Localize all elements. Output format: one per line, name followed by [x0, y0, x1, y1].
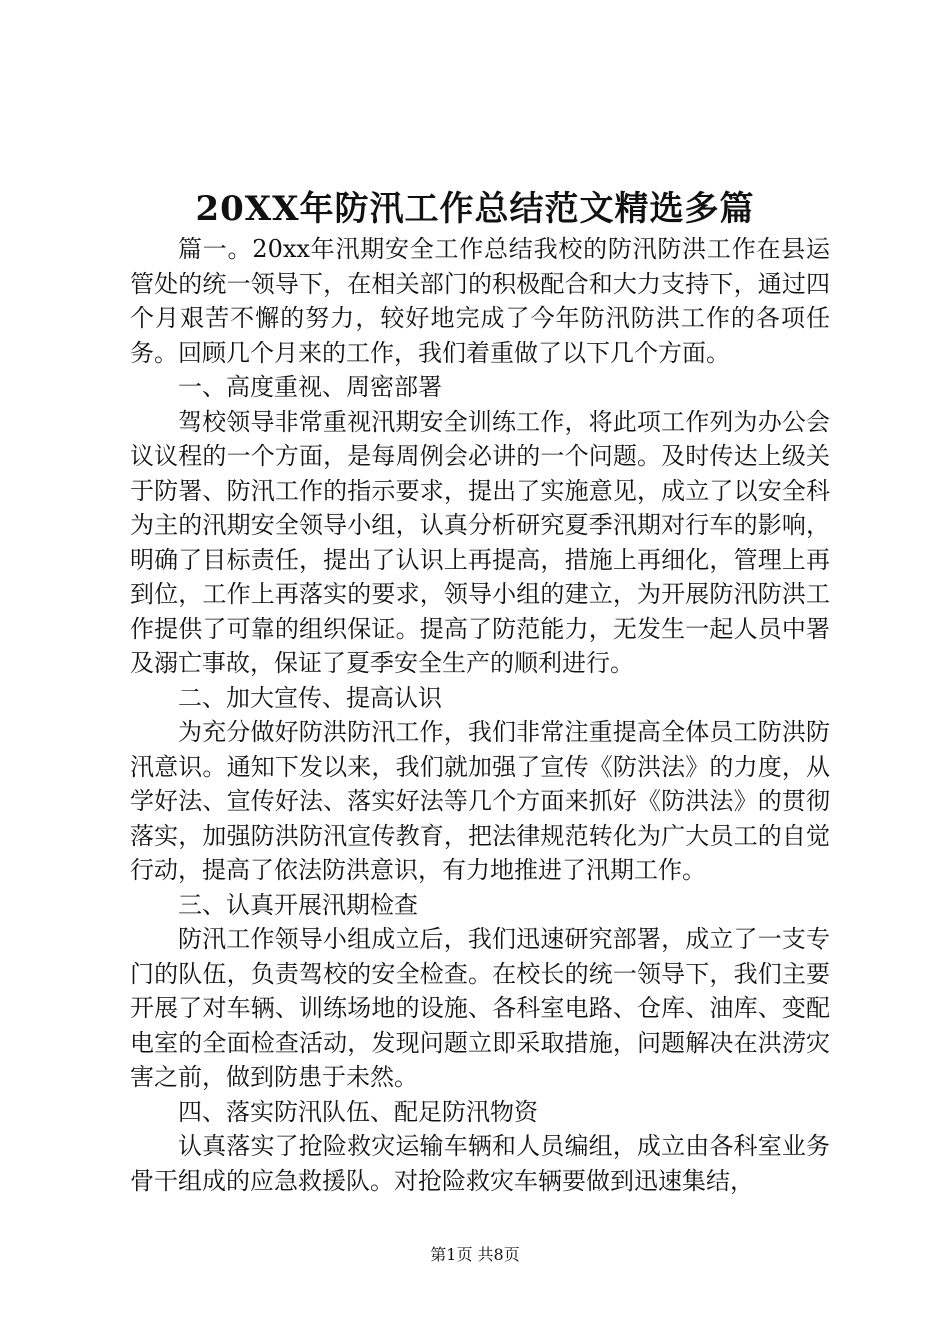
- paragraph-section-2: 为充分做好防洪防汛工作，我们非常注重提高全体员工防洪防汛意识。通知下发以来，我们就加强了宣传《防洪法》的力度，从学好法、宣传好法、落实好法等几个方面来抓好《防洪法》的贯彻落实，加强防洪防汛宣传教育，把法律规范转化为广大员工的自觉行动，提高了依法防洪意识，有力地推进了汛期工作。: [130, 718, 830, 884]
- section-heading-2: 二、加大宣传、提高认识: [178, 683, 442, 712]
- page-number-footer: 第1页 共8页: [430, 1245, 520, 1264]
- document-title: 20XX年防汛工作总结范文精选多篇: [195, 189, 755, 229]
- paragraph-section-1: 驾校领导非常重视汛期安全训练工作，将此项工作列为办公会议议程的一个方面，是每周例会必讲的一个问题。及时传达上级关于防署、防汛工作的指示要求，提出了实施意见，成立了以安全科为主的汛期安全领导小组，认真分析研究夏季汛期对行车的影响，明确了目标责任，提出了认识上再提高，措施上再细化，管理上再到位，工作上再落实的要求，领导小组的建立，为开展防汛防洪工作提供了可靠的组织保证。提高了防范能力，无发生一起人员中署及溺亡事故，保证了夏季安全生产的顺利进行。: [130, 407, 830, 677]
- section-heading-4: 四、落实防汛队伍、配足防汛物资: [178, 1097, 538, 1126]
- paragraph-intro: 篇一。20xx年汛期安全工作总结我校的防汛防洪工作在县运管处的统一领导下，在相关部门的积极配合和大力支持下，通过四个月艰苦不懈的努力，较好地完成了今年防汛防洪工作的各项任务。回顾几个月来的工作，我们着重做了以下几个方面。: [130, 235, 830, 367]
- section-heading-3: 三、认真开展汛期检查: [178, 890, 418, 919]
- section-heading-1: 一、高度重视、周密部署: [178, 373, 442, 401]
- document-body: [130, 232, 830, 1198]
- paragraph-section-3: 防汛工作领导小组成立后，我们迅速研究部署，成立了一支专门的队伍，负责驾校的安全检查。在校长的统一领导下，我们主要开展了对车辆、训练场地的设施、各科室电路、仓库、油库、变配电室的全面检查活动，发现问题立即采取措施，问题解决在洪涝灾害之前，做到防患于未然。: [130, 925, 830, 1091]
- paragraph-section-4: 认真落实了抢险救灾运输车辆和人员编组，成立由各科室业务骨干组成的应急救援队。对抢险救灾车辆要做到迅速集结，: [130, 1132, 830, 1195]
